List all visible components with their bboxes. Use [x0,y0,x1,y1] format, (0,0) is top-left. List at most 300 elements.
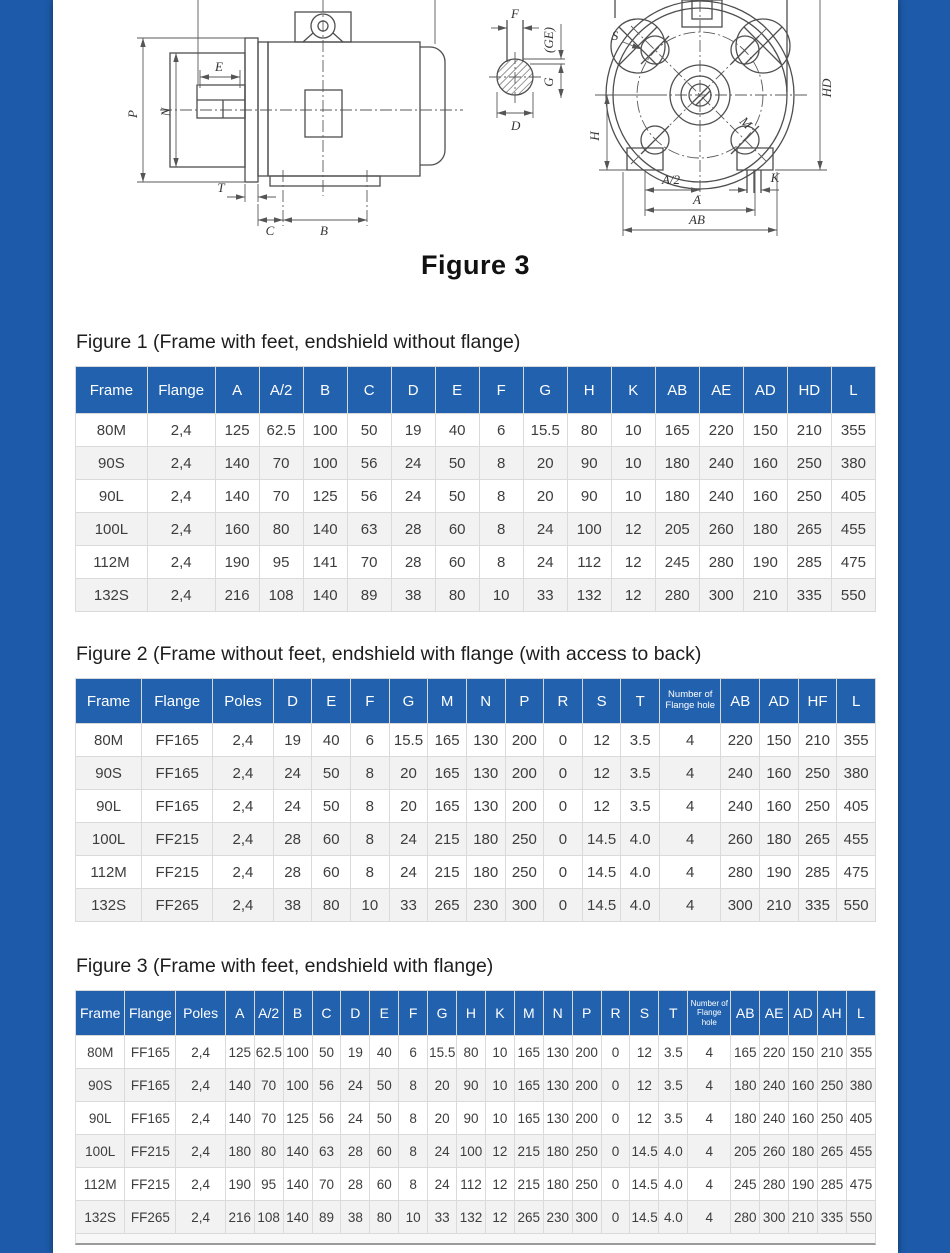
table-cell: 10 [351,889,390,922]
column-header: AD [789,991,818,1036]
table-cell: 70 [254,1069,283,1102]
table-cell: 475 [831,546,875,579]
table-cell: 8 [399,1102,428,1135]
table-cell: 15.5 [428,1036,457,1069]
column-header: A/2 [254,991,283,1036]
table-cell: 14.5 [630,1135,659,1168]
table-cell: 265 [787,513,831,546]
table-cell: 180 [743,513,787,546]
table-cell: 210 [818,1036,847,1069]
table-cell: 240 [721,790,760,823]
side-view [125,0,463,238]
table-cell: 0 [544,823,583,856]
table-cell: 250 [798,757,837,790]
table-cell: 2,4 [176,1201,225,1234]
column-header: D [391,367,435,414]
table-cell: 250 [572,1135,601,1168]
table-cell: 4.0 [659,1168,688,1201]
dim-label-k: K [770,170,780,185]
table-cell: 10 [611,414,655,447]
column-header: R [601,991,630,1036]
table-cell: 10 [485,1102,514,1135]
table-cell: 220 [699,414,743,447]
table-cell: 455 [831,513,875,546]
table-cell: 210 [789,1201,818,1234]
table-cell: 24 [389,856,428,889]
table-cell: 210 [760,889,799,922]
table-cell: 90S [76,1069,125,1102]
dim-label-n: N [158,107,173,117]
figure1-table-wrap [53,354,898,612]
table-cell: 12 [485,1201,514,1234]
table-cell: 8 [351,856,390,889]
table-cell: 56 [312,1102,341,1135]
table-cell: 4 [688,1069,731,1102]
table-cell: 6 [479,414,523,447]
table-cell: 10 [485,1036,514,1069]
table-cell: 300 [760,1201,789,1234]
table-cell: 24 [273,790,312,823]
table-cell: 62.5 [259,414,303,447]
table-cell: 550 [837,889,876,922]
table-cell: 355 [846,1036,875,1069]
table-cell: 8 [399,1168,428,1201]
figure2-table-wrap [53,666,898,922]
table-cell: 2,4 [213,790,274,823]
column-header: H [457,991,486,1036]
table-cell: 200 [505,724,544,757]
table-cell: FF165 [142,724,213,757]
table-cell: 250 [505,856,544,889]
table-cell: 140 [225,1069,254,1102]
table-cell: 112M [76,546,148,579]
table-cell: 90 [567,447,611,480]
table-cell: 4.0 [621,889,660,922]
table-row [76,447,876,480]
table-cell: 80 [567,414,611,447]
column-header: Poles [213,679,274,724]
table-cell: 130 [466,724,505,757]
table-cell: 3.5 [621,724,660,757]
table-cell: 240 [699,447,743,480]
section-title-figure2: Figure 2 (Frame without feet, endshield with flange (with access to back) [76,643,702,665]
document-page [53,0,898,1253]
table-cell: 125 [225,1036,254,1069]
column-header: E [435,367,479,414]
table-cell: 455 [837,823,876,856]
column-header: D [341,991,370,1036]
table-cell: 245 [655,546,699,579]
table-cell: 455 [846,1135,875,1168]
table-cell: 280 [760,1168,789,1201]
table-cell: 2,4 [213,757,274,790]
table-cell: 160 [743,480,787,513]
table-cell: 550 [846,1201,875,1234]
table-cell: FF165 [125,1036,176,1069]
table-cell: 190 [760,856,799,889]
table-cell: 405 [837,790,876,823]
table-cell: 250 [818,1102,847,1135]
table-cell: 4.0 [621,856,660,889]
table-cell: 300 [721,889,760,922]
column-header: F [351,679,390,724]
table-cell: 4 [688,1102,731,1135]
table-cell: 2,4 [213,823,274,856]
table-cell: 100L [76,1135,125,1168]
table-cell: 405 [846,1102,875,1135]
table-cell: 38 [391,579,435,612]
column-header: Flange [125,991,176,1036]
table-cell: 20 [389,790,428,823]
table-cell: 260 [721,823,760,856]
table-cell: 2,4 [176,1036,225,1069]
dim-label-ge: (GE) [541,27,556,53]
table-cell: 38 [273,889,312,922]
table-cell: 140 [283,1168,312,1201]
table-cell: FF165 [125,1069,176,1102]
column-header: A [215,367,259,414]
dim-label-a2: A/2 [661,172,681,187]
figure3-dimensions-table [75,990,876,1234]
table-cell: 90 [457,1069,486,1102]
dim-label-ab: AB [689,212,705,227]
table-cell: 19 [341,1036,370,1069]
table-cell: 140 [225,1102,254,1135]
column-header: AB [721,679,760,724]
column-header: H [567,367,611,414]
column-header: Number of Flange hole [688,991,731,1036]
table-cell: 2,4 [213,856,274,889]
table-cell: 24 [391,480,435,513]
table-cell: 12 [582,790,621,823]
table-cell: 215 [514,1135,543,1168]
column-header: T [659,991,688,1036]
table-cell: 130 [466,790,505,823]
table-cell: 165 [655,414,699,447]
table-row [76,579,876,612]
table-cell: 24 [428,1135,457,1168]
table-cell: 140 [283,1135,312,1168]
dim-label-e: E [215,59,223,74]
table-cell: 240 [699,480,743,513]
table-cell: 210 [798,724,837,757]
table-cell: 285 [787,546,831,579]
table-cell: 80 [259,513,303,546]
table-cell: 205 [655,513,699,546]
table-cell: 3.5 [659,1069,688,1102]
table-cell: 285 [818,1168,847,1201]
table-cell: 12 [582,724,621,757]
table-cell: 14.5 [630,1168,659,1201]
table-cell: 190 [215,546,259,579]
dim-label-t: T [217,180,225,195]
table-cell: 15.5 [523,414,567,447]
table-cell: 89 [347,579,391,612]
table-cell: 265 [798,823,837,856]
table-cell: 8 [479,447,523,480]
table-cell: 28 [341,1135,370,1168]
table-cell: 300 [572,1201,601,1234]
table-cell: 180 [466,856,505,889]
table-cell: 405 [831,480,875,513]
table-cell: 28 [391,513,435,546]
table-cell: 140 [303,579,347,612]
table-cell: 4.0 [659,1135,688,1168]
section-title-figure3: Figure 3 (Frame with feet, endshield with flange) [76,955,494,977]
table-cell: 130 [466,757,505,790]
table-cell: 56 [347,447,391,480]
table-row [76,1069,876,1102]
table-cell: 19 [273,724,312,757]
table-cell: 132S [76,579,148,612]
table-cell: 4 [688,1168,731,1201]
table-cell: 60 [312,856,351,889]
column-header: S [630,991,659,1036]
table-cell: 250 [818,1069,847,1102]
table-cell: 180 [731,1102,760,1135]
column-header: A [225,991,254,1036]
table-cell: 160 [215,513,259,546]
table-cell: 165 [428,790,467,823]
column-header: P [505,679,544,724]
table-cell: 108 [259,579,303,612]
figure1-dimensions-table [75,366,876,612]
table-cell: 220 [721,724,760,757]
table-cell: 2,4 [147,414,215,447]
table-cell: 180 [655,480,699,513]
table-cell: 100L [76,823,142,856]
table-cell: 8 [479,513,523,546]
column-header: P [572,991,601,1036]
table-cell: 12 [611,513,655,546]
table-cell: 380 [837,757,876,790]
table-cell: 50 [435,480,479,513]
table-cell: 100 [567,513,611,546]
table-cell: 180 [543,1135,572,1168]
table-cell: 20 [523,447,567,480]
table-cell: 28 [273,856,312,889]
table-cell: 50 [347,414,391,447]
column-header: K [485,991,514,1036]
table-cell: 8 [399,1069,428,1102]
column-header: L [837,679,876,724]
table-cell: 12 [485,1168,514,1201]
table-cell: 60 [370,1135,399,1168]
table-cell: 60 [435,513,479,546]
table-cell: 4 [660,856,721,889]
column-header: T [621,679,660,724]
table-row [76,546,876,579]
dim-label-g: G [541,77,556,87]
column-header: HD [787,367,831,414]
table-cell: 12 [630,1102,659,1135]
column-header: AD [743,367,787,414]
table-cell: 24 [391,447,435,480]
table-cell: 125 [283,1102,312,1135]
motor-dimension-drawing [53,0,898,238]
table-cell: 4 [660,790,721,823]
table-cell: 63 [312,1135,341,1168]
dim-label-b: B [320,223,328,238]
table-cell: 19 [391,414,435,447]
table-cell: 3.5 [621,790,660,823]
column-header: M [514,991,543,1036]
table-cell: 240 [760,1069,789,1102]
column-header: G [389,679,428,724]
table-cell: 4.0 [659,1201,688,1234]
table-cell: 4 [688,1201,731,1234]
table-cell: 4 [660,724,721,757]
table-cell: 28 [391,546,435,579]
table-cell: 0 [601,1168,630,1201]
table-cell: 4 [660,757,721,790]
table-cell: 130 [543,1069,572,1102]
table-cell: 280 [699,546,743,579]
table-row [76,1102,876,1135]
table-cell: 12 [630,1069,659,1102]
header-row [76,679,876,724]
table-cell: 160 [743,447,787,480]
table-cell: 90 [457,1102,486,1135]
table-cell: 165 [514,1069,543,1102]
table-cell: 260 [760,1135,789,1168]
column-header: E [370,991,399,1036]
table-cell: 24 [341,1102,370,1135]
table-cell: 190 [743,546,787,579]
column-header: B [283,991,312,1036]
table-cell: 140 [303,513,347,546]
table-cell: 4 [660,889,721,922]
table-cell: 10 [611,447,655,480]
table-cell: 200 [505,790,544,823]
table-cell: 355 [837,724,876,757]
table-cell: 100 [303,414,347,447]
table-cell: 8 [351,790,390,823]
table-cell: 245 [731,1168,760,1201]
table-cell: 24 [428,1168,457,1201]
table-cell: 112 [567,546,611,579]
table-cell: 6 [351,724,390,757]
table-cell: 230 [543,1201,572,1234]
table-cell: 2,4 [176,1102,225,1135]
dim-label-a: A [693,192,701,207]
dim-label-h: H [587,131,602,141]
table-cell: 28 [341,1168,370,1201]
table-row [76,856,876,889]
table-cell: 63 [347,513,391,546]
table-cell: 300 [699,579,743,612]
table-cell: 380 [831,447,875,480]
table-cell: 0 [601,1135,630,1168]
table-row [76,513,876,546]
table-cell: 280 [721,856,760,889]
table-cell: 355 [831,414,875,447]
column-header: Frame [76,367,148,414]
table-cell: 24 [341,1069,370,1102]
table-cell: 130 [543,1102,572,1135]
table-cell: 265 [514,1201,543,1234]
table-cell: 125 [215,414,259,447]
table-cell: 6 [399,1036,428,1069]
column-header: N [466,679,505,724]
table-cell: 2,4 [176,1168,225,1201]
table-cell: 285 [798,856,837,889]
table-cell: 24 [389,823,428,856]
next-row-cutoff [75,1234,876,1245]
column-header: AE [760,991,789,1036]
table-cell: 14.5 [630,1201,659,1234]
dim-label-f: F [511,6,519,21]
table-cell: 200 [572,1069,601,1102]
table-cell: 2,4 [176,1135,225,1168]
column-header: Frame [76,679,142,724]
table-cell: 12 [611,579,655,612]
table-cell: 90L [76,790,142,823]
table-cell: 2,4 [147,513,215,546]
table-cell: 8 [351,823,390,856]
column-header: S [582,679,621,724]
table-cell: 80M [76,414,148,447]
table-cell: 160 [789,1069,818,1102]
column-header: Frame [76,991,125,1036]
table-cell: 180 [225,1135,254,1168]
table-cell: 280 [731,1201,760,1234]
table-cell: 215 [514,1168,543,1201]
table-cell: 12 [582,757,621,790]
table-cell: 4 [688,1135,731,1168]
table-row [76,889,876,922]
column-header: AD [760,679,799,724]
table-cell: 335 [787,579,831,612]
table-cell: 335 [798,889,837,922]
column-header: N [543,991,572,1036]
table-row [76,823,876,856]
table-cell: 90S [76,447,148,480]
table-cell: 24 [273,757,312,790]
column-header: E [312,679,351,724]
column-header: L [846,991,875,1036]
table-cell: 2,4 [147,579,215,612]
table-cell: 0 [544,757,583,790]
table-row [76,480,876,513]
table-cell: 150 [760,724,799,757]
table-cell: 250 [787,480,831,513]
column-header: G [523,367,567,414]
table-cell: 180 [543,1168,572,1201]
column-header: Flange [142,679,213,724]
figure2-dimensions-table [75,678,876,922]
table-cell: 141 [303,546,347,579]
table-cell: 0 [601,1102,630,1135]
column-header: G [428,991,457,1036]
dim-label-p: P [125,110,140,118]
table-cell: 216 [215,579,259,612]
table-cell: 3.5 [621,757,660,790]
table-cell: FF165 [142,790,213,823]
table-row [76,724,876,757]
table-cell: 28 [273,823,312,856]
table-cell: 240 [721,757,760,790]
table-cell: 265 [428,889,467,922]
table-cell: 70 [254,1102,283,1135]
table-cell: 15.5 [389,724,428,757]
table-cell: 160 [789,1102,818,1135]
table-cell: 80 [370,1201,399,1234]
table-cell: 280 [655,579,699,612]
table-cell: 220 [760,1036,789,1069]
table-cell: FF215 [125,1135,176,1168]
table-cell: 14.5 [582,856,621,889]
